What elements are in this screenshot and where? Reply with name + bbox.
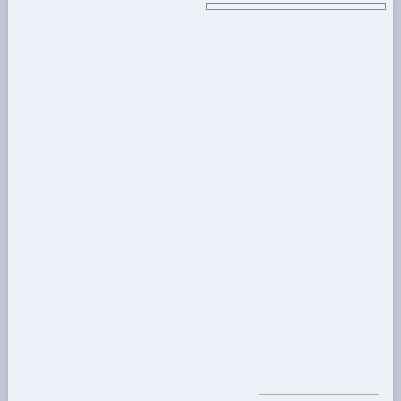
left-column [20, 2, 198, 399]
manufacturer-block [259, 394, 379, 397]
right-column [206, 2, 386, 399]
boxed-warning [206, 3, 386, 9]
leaflet-sheet [8, 0, 393, 401]
